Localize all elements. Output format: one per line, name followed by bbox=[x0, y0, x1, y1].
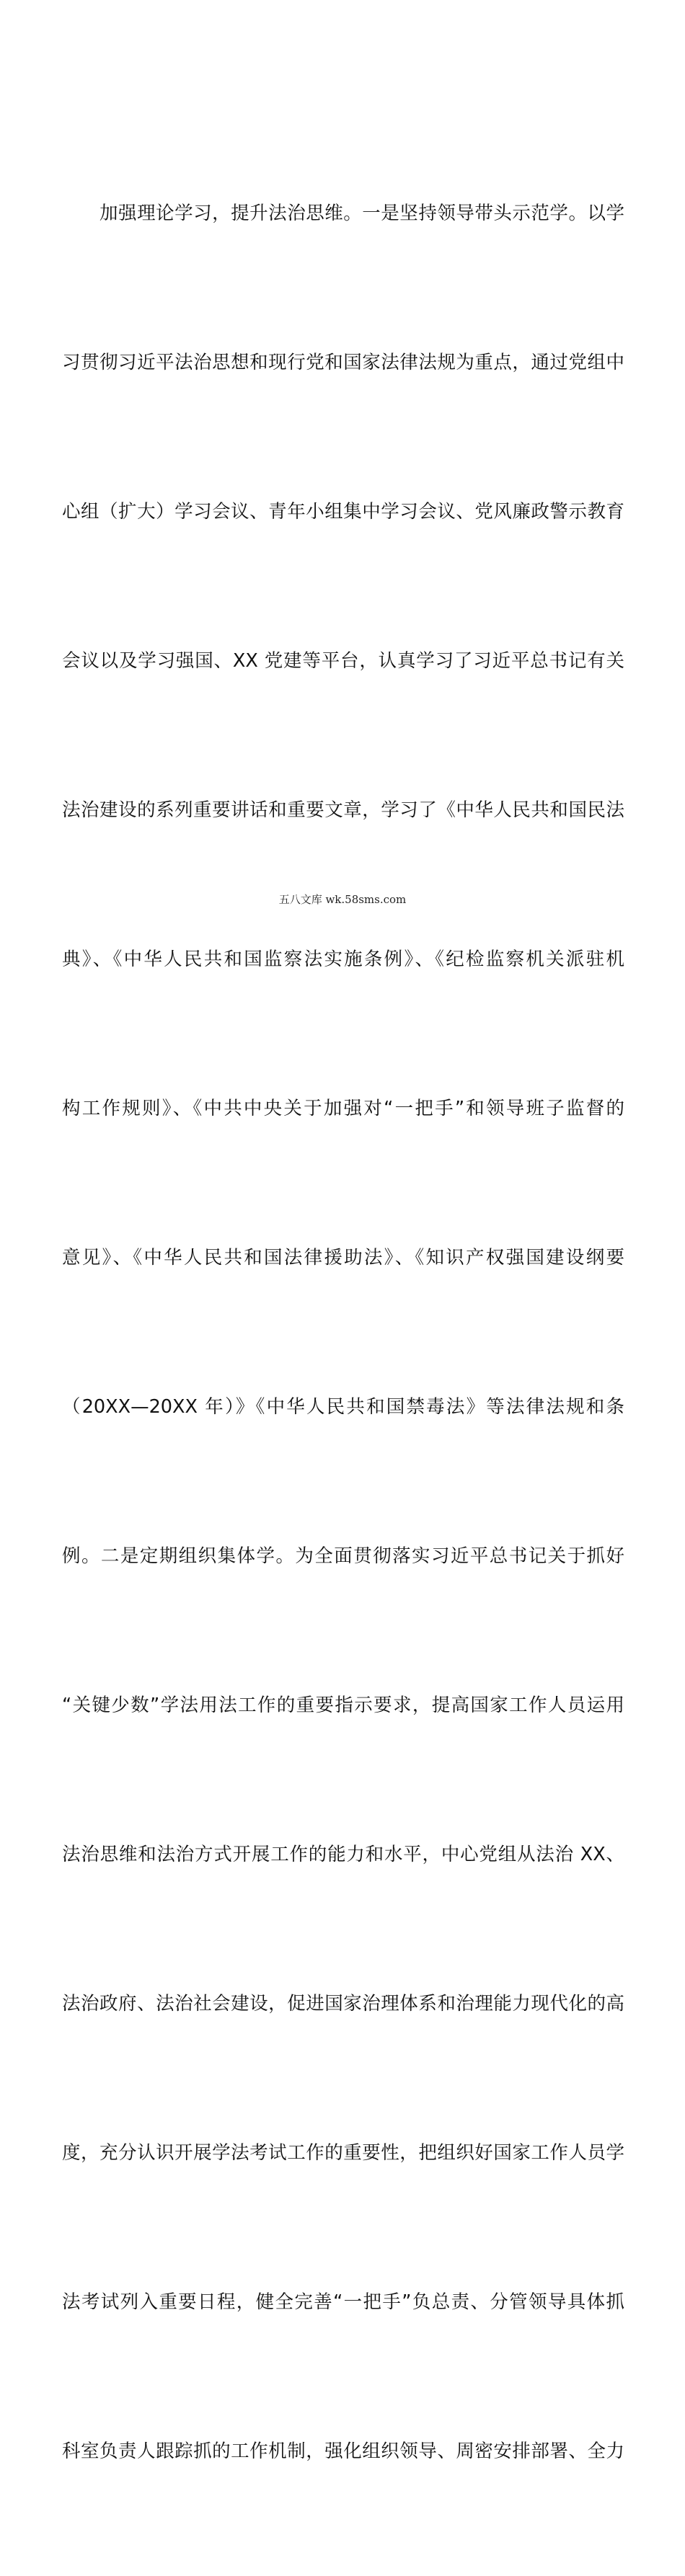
document-body bbox=[62, 89, 624, 2576]
text-line: 心组（扩大）学习会议、青年小组集中学习会议、党风廉政警示教育 bbox=[62, 501, 624, 523]
text-line: 典》、《中华人民共和国监察法实施条例》、《纪检监察机关派驻机 bbox=[62, 949, 624, 970]
text-line: 度，充分认识开展学法考试工作的重要性，把组织好国家工作人员学 bbox=[62, 2142, 624, 2164]
text-line: 法治建设的系列重要讲话和重要文章，学习了《中华人民共和国民法 bbox=[62, 799, 624, 821]
text-line: 构工作规则》、《中共中央关于加强对“一把手”和领导班子监督的 bbox=[62, 1098, 624, 1119]
text-line: 例。二是定期组织集体学。为全面贯彻落实习近平总书记关于抓好 bbox=[62, 1545, 624, 1567]
text-line: 法考试列入重要日程，健全完善“一把手”负总责、分管领导具体抓 bbox=[62, 2291, 624, 2313]
text-line: 会议以及学习强国、XX 党建等平台，认真学习了习近平总书记有关 bbox=[62, 650, 624, 672]
text-line: 科室负责人跟踪抓的工作机制，强化组织领导、周密安排部署、全力 bbox=[62, 2440, 624, 2462]
text-line: 法治政府、法治社会建设，促进国家治理体系和治理能力现代化的高 bbox=[62, 1993, 624, 2015]
text-line: 习贯彻习近平法治思想和现行党和国家法律法规为重点，通过党组中 bbox=[62, 352, 624, 373]
text-line: “关键少数”学法用法工作的重要指示要求，提高国家工作人员运用 bbox=[62, 1695, 624, 1716]
text-line: 加强理论学习，提升法治思维。一是坚持领导带头示范学。以学 bbox=[62, 203, 624, 224]
page-footer: 五八文库 wk.58sms.com bbox=[278, 893, 407, 906]
text-line: 意见》、《中华人民共和国法律援助法》、《知识产权强国建设纲要 bbox=[62, 1247, 624, 1269]
text-line: （20XX—20XX 年）》《中华人民共和国禁毒法》等法律法规和条 bbox=[62, 1396, 624, 1418]
text-line: 法治思维和法治方式开展工作的能力和水平，中心党组从法治 XX、 bbox=[62, 1844, 624, 1865]
